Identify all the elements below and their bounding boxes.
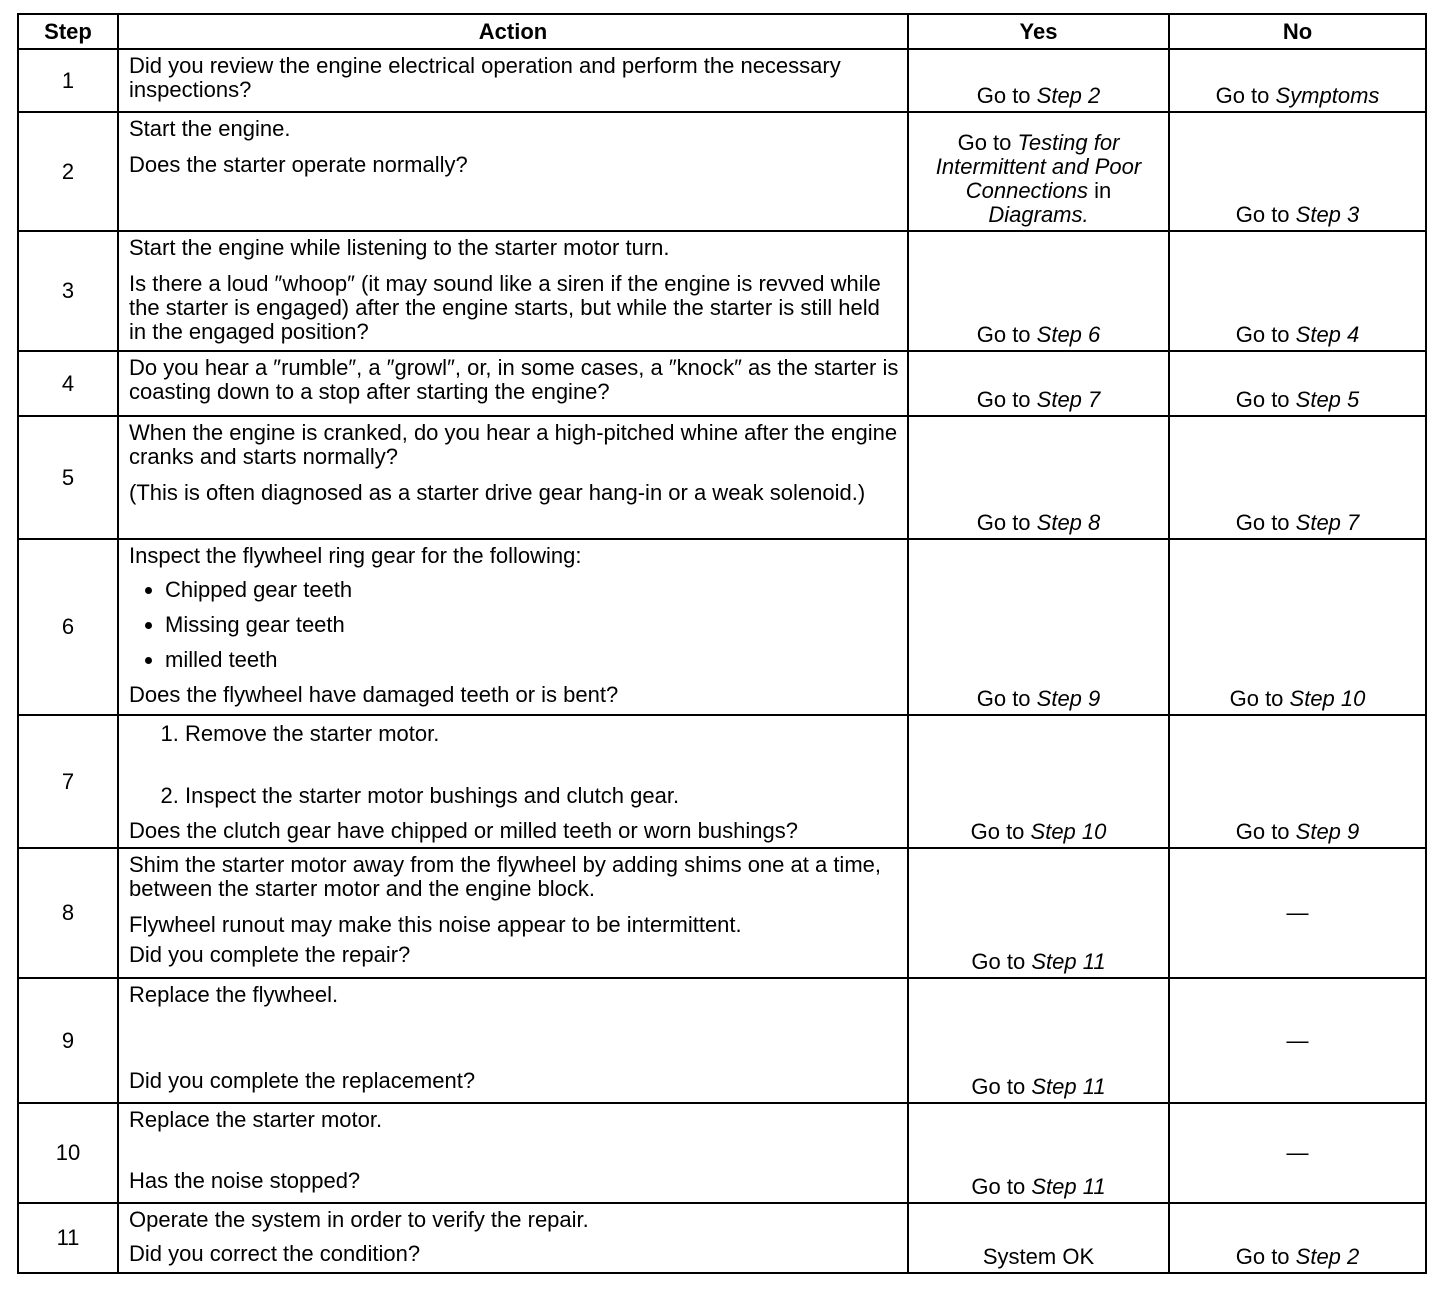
list-item: • Chipped gear teeth <box>165 578 899 602</box>
step-number: 2 <box>18 112 118 231</box>
action-text: Replace the starter motor. <box>129 1107 383 1132</box>
list-item: 2. Inspect the starter motor bushings and clutch gear. <box>185 784 899 808</box>
yes-prefix: Go to <box>976 387 1037 412</box>
step-number: 5 <box>18 416 118 539</box>
yes-cell: System OK <box>908 1203 1169 1273</box>
yes-cell <box>908 1103 1169 1203</box>
action-text: Start the engine. <box>129 116 291 141</box>
yes-cell <box>908 848 1169 978</box>
action-text: Has the noise stopped? <box>129 1168 361 1193</box>
no-cell <box>1169 112 1426 231</box>
yes-ref: Step 7 <box>1036 387 1101 412</box>
yes-ref: Step 9 <box>1036 686 1101 711</box>
yes-ref: Step 11 <box>1031 1174 1106 1199</box>
action-text: Does the clutch gear have chipped or milled teeth or worn bushings? <box>129 818 798 843</box>
yes-cell <box>908 539 1169 715</box>
no-ref: Step 2 <box>1295 1244 1360 1269</box>
no-ref: Step 7 <box>1295 510 1360 535</box>
list-item: • milled teeth <box>165 648 899 672</box>
step-number: 6 <box>18 539 118 715</box>
yes-prefix: Go to <box>976 686 1037 711</box>
no-prefix: Go to <box>1235 510 1296 535</box>
step-number: 8 <box>18 848 118 978</box>
table-row <box>18 231 1426 351</box>
action-text: Shim the starter motor away from the flywheel by adding shims one at a time, between the starter motor and the engine block. <box>129 852 881 901</box>
action-cell <box>118 848 908 978</box>
action-cell <box>118 715 908 848</box>
no-prefix: Go to <box>1235 202 1296 227</box>
no-prefix: Go to <box>1235 322 1296 347</box>
yes-prefix: Go to <box>957 130 1018 155</box>
table-row <box>18 1203 1426 1273</box>
yes-prefix: Go to <box>976 322 1037 347</box>
yes-prefix: Go to <box>971 1174 1032 1199</box>
yes-cell <box>908 416 1169 539</box>
action-text: Did you complete the replacement? <box>129 1068 476 1093</box>
step-number: 10 <box>18 1103 118 1203</box>
step-number: 11 <box>18 1203 118 1273</box>
list-item: 1. Remove the starter motor. <box>185 722 899 746</box>
action-text: Did you review the engine electrical operation and perform the necessary inspections? <box>129 53 841 102</box>
yes-prefix: Go to <box>971 1074 1032 1099</box>
yes-ref: Step 11 <box>1031 949 1106 974</box>
no-prefix: Go to <box>1235 387 1296 412</box>
yes-ref: Step 11 <box>1031 1074 1106 1099</box>
no-cell: — <box>1169 978 1426 1103</box>
diagnostic-table <box>17 13 1427 1274</box>
yes-cell <box>908 715 1169 848</box>
yes-ref: Testing for Intermittent and Poor Connections <box>935 130 1142 203</box>
no-prefix: Go to <box>1215 83 1276 108</box>
action-text: When the engine is cranked, do you hear a high-pitched whine after the engine cranks and starts normally? <box>129 420 898 469</box>
no-cell <box>1169 1203 1426 1273</box>
yes-ref: Step 10 <box>1030 819 1107 844</box>
yes-ref-2: Diagrams. <box>988 202 1089 227</box>
yes-prefix: Go to <box>976 510 1037 535</box>
yes-cell <box>908 978 1169 1103</box>
yes-ref: Step 6 <box>1036 322 1101 347</box>
no-ref: Symptoms <box>1275 83 1380 108</box>
yes-prefix: Go to <box>971 949 1032 974</box>
no-cell: — <box>1169 1103 1426 1203</box>
yes-cell <box>908 49 1169 112</box>
action-cell <box>118 1103 908 1203</box>
no-prefix: Go to <box>1229 686 1290 711</box>
list-item: • Missing gear teeth <box>165 613 899 637</box>
yes-ref: Step 8 <box>1036 510 1101 535</box>
table-row <box>18 49 1426 112</box>
no-cell <box>1169 351 1426 416</box>
action-text: Replace the flywheel. <box>129 982 339 1007</box>
header-action: Action <box>118 14 908 49</box>
no-cell <box>1169 416 1426 539</box>
no-cell: — <box>1169 848 1426 978</box>
yes-middle: in <box>1088 178 1112 203</box>
action-text: Does the starter operate normally? <box>129 152 468 177</box>
action-text: Start the engine while listening to the starter motor turn. <box>129 235 670 260</box>
yes-cell <box>908 231 1169 351</box>
no-cell <box>1169 49 1426 112</box>
no-prefix: Go to <box>1235 1244 1296 1269</box>
no-ref: Step 9 <box>1295 819 1360 844</box>
action-cell <box>118 539 908 715</box>
action-cell <box>118 231 908 351</box>
table-row <box>18 1103 1426 1203</box>
numbered-list <box>129 722 899 808</box>
no-ref: Step 4 <box>1295 322 1360 347</box>
yes-ref: Step 2 <box>1036 83 1101 108</box>
step-number: 9 <box>18 978 118 1103</box>
action-cell <box>118 112 908 231</box>
action-text: Inspect the flywheel ring gear for the following: <box>129 543 582 568</box>
header-row <box>18 14 1426 49</box>
table-row <box>18 715 1426 848</box>
header-no: No <box>1169 14 1426 49</box>
action-text: Did you correct the condition? <box>129 1241 421 1266</box>
action-cell <box>118 1203 908 1273</box>
action-cell <box>118 416 908 539</box>
step-number: 1 <box>18 49 118 112</box>
action-text: Flywheel runout may make this noise appear to be intermittent. <box>129 912 742 937</box>
bullet-list <box>129 578 899 672</box>
header-yes: Yes <box>908 14 1169 49</box>
action-text: Did you complete the repair? <box>129 942 411 967</box>
table-row <box>18 978 1426 1103</box>
yes-cell <box>908 351 1169 416</box>
no-prefix: Go to <box>1235 819 1296 844</box>
action-text: (This is often diagnosed as a starter drive gear hang-in or a weak solenoid.) <box>129 480 866 505</box>
action-cell <box>118 351 908 416</box>
action-text: Does the flywheel have damaged teeth or is bent? <box>129 682 619 707</box>
table-row <box>18 112 1426 231</box>
action-text: Is there a loud ″whoop″ (it may sound like a siren if the engine is revved while the starter is engaged) after the engine starts, but while the starter is still held in the engaged position? <box>129 271 881 344</box>
no-cell <box>1169 715 1426 848</box>
step-number: 7 <box>18 715 118 848</box>
action-cell <box>118 978 908 1103</box>
table-row <box>18 539 1426 715</box>
step-number: 4 <box>18 351 118 416</box>
diagnostic-table-container <box>17 13 1427 1274</box>
action-text: Operate the system in order to verify the repair. <box>129 1207 589 1232</box>
yes-cell <box>908 112 1169 231</box>
table-row <box>18 351 1426 416</box>
action-cell <box>118 49 908 112</box>
header-step: Step <box>18 14 118 49</box>
action-text: Do you hear a ″rumble″, a ″growl″, or, in some cases, a ″knock″ as the starter is coasting down to a stop after starting the engine? <box>129 355 899 404</box>
no-ref: Step 5 <box>1295 387 1360 412</box>
no-ref: Step 10 <box>1289 686 1366 711</box>
no-cell <box>1169 539 1426 715</box>
step-number: 3 <box>18 231 118 351</box>
no-cell <box>1169 231 1426 351</box>
yes-prefix: Go to <box>976 83 1037 108</box>
table-row <box>18 416 1426 539</box>
yes-prefix: Go to <box>970 819 1031 844</box>
table-row <box>18 848 1426 978</box>
no-ref: Step 3 <box>1295 202 1360 227</box>
